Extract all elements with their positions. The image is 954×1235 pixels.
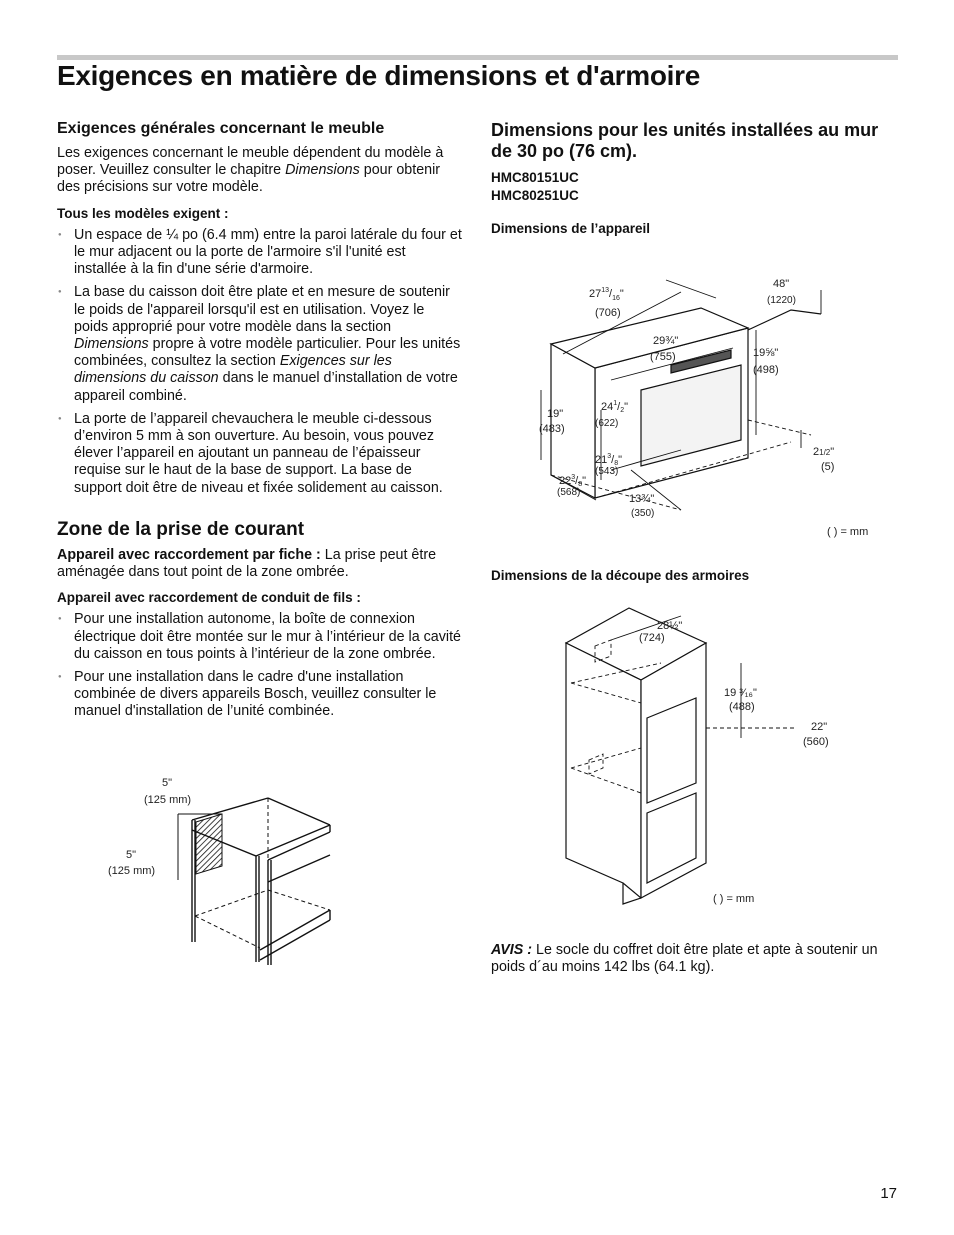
conduit-list [57,611,462,720]
left-column [57,120,462,727]
svg-text:48": 48" [773,278,790,290]
svg-text:(568): (568) [557,487,581,498]
cutout-dimensions-title: Dimensions de la découpe des armoires [491,568,750,583]
page-number: 17 [880,1185,897,1202]
outlet-zone-hatch [196,814,222,874]
all-models-label: Tous les modèles exigent : [57,205,229,221]
svg-text:21/2": 21/2" [813,446,835,458]
svg-text:28½": 28½" [657,620,683,632]
section-heading-zone: Zone de la prise de courant [57,518,305,540]
appliance-dimensions-diagram [491,270,891,545]
svg-text:19": 19" [547,408,564,420]
svg-text:(560): (560) [803,736,829,748]
svg-text:2713/16": $27^{13}/_{16}$" [589,287,624,302]
svg-text:(622): (622) [595,418,619,429]
page-title: Exigences en matière de dimensions et d'armoire [57,60,701,91]
unit-note: ( ) = mm [827,526,869,538]
avis-note: AVIS : Le socle du coffret doit être plate et apte à soutenir un poids d´au moins 142 lbs (64.1 kg). [491,942,878,976]
svg-text:(125 mm): (125 mm) [144,794,192,806]
requirements-list [57,227,462,497]
svg-text:(1220): (1220) [767,295,796,306]
dimension-labels [108,777,191,877]
unit-note: ( ) = mm [713,893,755,905]
svg-text:(5): (5) [821,461,835,473]
section-heading-dimensions: Dimensions pour les unités installées au mur de 30 po (76 cm). [491,120,879,161]
svg-text:5": 5" [126,849,137,861]
list-item: ● Un espace de ¼ po (6.4 mm) entre la paroi latérale du four et le mur adjacent ou la porte de l'armoire s'il l'unité est installée à la fin d'une série d'armoire. [57,227,462,279]
svg-text:(125 mm): (125 mm) [108,865,156,877]
svg-text:19 ³⁄₁₆": 19 ³⁄₁₆" [724,687,757,699]
svg-text:(483): (483) [539,423,565,435]
svg-text:223/8": $22^3/8$" [559,474,587,488]
list-item: ● La porte de l’appareil chevauchera le meuble ci-dessous d’environ 5 mm à son ouverture. Au besoin, vous pouvez élever l’appareil en ajoutant un panneau de l’épaisseur requise sur le haut de la base de support. La base de support doit être de niveau et fixée solidement au caisson. [57,411,462,497]
section-heading-general: Exigences générales concernant le meuble [57,120,385,137]
intro-paragraph: Les exigences concernant le meuble dépendent du modèle à poser. Veuillez consulter le chapitre Dimensions pour obtenir des précisions sur votre modèle. [57,145,444,196]
cabinet-cutout-diagram [491,598,891,918]
right-column [491,120,898,236]
svg-text:(706): (706) [595,307,621,319]
svg-text:241/2": $24^1/2$" [601,400,629,414]
model-number: HMC80251UC [491,188,579,203]
svg-text:(543): (543) [595,466,619,477]
outlet-zone-diagram [100,770,360,970]
svg-text:213/8": $21^3/8$" [595,453,623,467]
svg-text:(724): (724) [639,632,665,644]
svg-text:19⅝": 19⅝" [753,347,779,359]
svg-text:(488): (488) [729,701,755,713]
plug-paragraph: Appareil avec raccordement par fiche : La prise peut être aménagée dans tout point de la zone ombrée. [57,546,437,581]
appliance-dimensions-title: Dimensions de l’appareil [491,221,651,236]
svg-text:(498): (498) [753,364,779,376]
list-item: ● La base du caisson doit être plate et en mesure de soutenir le poids de l'appareil lorsqu'il est en utilisation. Voyez le poids approprié pour votre modèle dans la section Dimensions propre à votre modèle particulier. Pour les unités combinées, consultez la section Exigences sur les dimensions du caisson dans le manuel d’installation de votre appareil combiné. [57,284,462,404]
svg-text:(350): (350) [631,508,655,519]
svg-text:5": 5" [162,777,173,789]
svg-text:(755): (755) [650,351,676,363]
list-item: ● Pour une installation dans le cadre d'une installation combinée de divers appareils Bosch, veuillez consulter le manuel d'installation de l’unité combinée. [57,669,462,721]
list-item: ● Pour une installation autonome, la boîte de connexion électrique doit être montée sur le mur à l’intérieur de la cavité du caisson en tous points à l’intérieur de la zone ombrée. [57,611,462,663]
svg-text:22": 22" [811,721,828,733]
svg-text:13¾": 13¾" [629,493,655,505]
svg-text:29¾": 29¾" [653,335,679,347]
model-number: HMC80151UC [491,170,579,185]
conduit-label: Appareil avec raccordement de conduit de fils : [57,590,361,606]
